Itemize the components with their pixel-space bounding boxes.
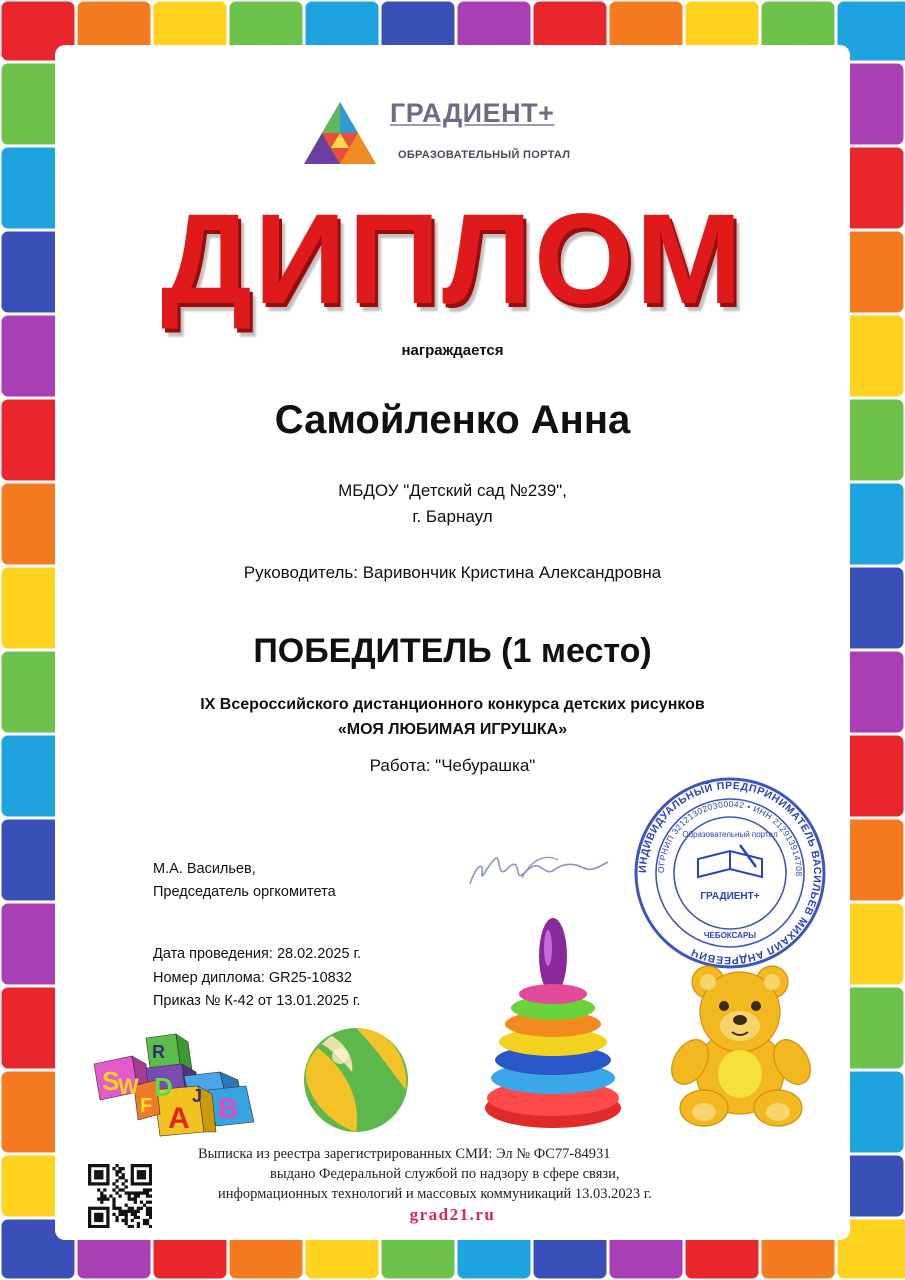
work-title: Работа: "Чебурашка" — [369, 756, 536, 775]
puzzle-knob — [255, 20, 277, 42]
puzzle-knob — [103, 1238, 125, 1260]
order-number: Приказ № К-42 от 13.01.2025 г. — [153, 993, 361, 1009]
recipient-name: Самойленко Анна — [274, 398, 631, 442]
registry-line1: Выписка из реестра зарегистрированных СМИ: Эл № ФС77-84931 — [198, 1146, 611, 1162]
puzzle-knob — [863, 1017, 885, 1039]
block-letter-d: D — [154, 1072, 173, 1102]
gradient-logo-icon — [302, 100, 378, 166]
puzzle-knob — [20, 93, 42, 115]
puzzle-knob — [863, 1238, 885, 1260]
puzzle-knob — [635, 20, 657, 42]
puzzle-knob — [863, 1101, 885, 1123]
leader-line: Руководитель: Варивончик Кристина Александровна — [243, 563, 662, 582]
awarded-label: награждается — [401, 342, 504, 359]
puzzle-knob — [711, 1238, 733, 1260]
puzzle-knob — [787, 20, 809, 42]
puzzle-knob — [407, 1238, 429, 1260]
block-letter-f: F — [140, 1095, 153, 1117]
open-book-icon — [698, 845, 762, 877]
official-stamp — [632, 775, 828, 971]
stamp-inner-text: ОГРНИП 321213020300042 • ИНН 212913914708 — [655, 798, 805, 877]
puzzle-knob — [483, 20, 505, 42]
block-letter-w: W — [118, 1074, 139, 1099]
block-letter-j: J — [192, 1086, 203, 1106]
puzzle-knob — [787, 1238, 809, 1260]
block-letter-b: B — [218, 1093, 239, 1124]
puzzle-knob — [559, 20, 581, 42]
website-link[interactable]: grad21.ru — [409, 1205, 496, 1224]
puzzle-knob — [407, 20, 429, 42]
puzzle-knob — [863, 20, 885, 42]
stamp-city-text: ЧЕБОКСАРЫ — [703, 931, 757, 940]
diploma-title: ДИПЛОМ — [160, 188, 745, 331]
puzzle-knob — [20, 597, 42, 619]
puzzle-knob — [863, 849, 885, 871]
diploma-number: Номер диплома: GR25-10832 — [153, 970, 352, 986]
signatory-name: М.А. Васильев, — [153, 861, 256, 877]
stamp-brand-text: ГРАДИЕНТ+ — [700, 891, 760, 902]
puzzle-knob — [27, 1238, 49, 1260]
puzzle-knob — [483, 1238, 505, 1260]
puzzle-knob — [863, 933, 885, 955]
puzzle-knob — [559, 1238, 581, 1260]
logo-name: ГРАДИЕНТ+ — [390, 98, 555, 128]
qr-code-image[interactable] — [88, 1164, 152, 1228]
puzzle-knob — [20, 933, 42, 955]
block-letter-r: R — [152, 1042, 165, 1062]
puzzle-knob — [863, 1175, 885, 1197]
puzzle-knob — [20, 849, 42, 871]
puzzle-knob — [331, 1238, 353, 1260]
puzzle-knob — [179, 20, 201, 42]
letter-blocks-image — [88, 1028, 266, 1138]
signature-image — [462, 848, 612, 896]
puzzle-knob — [863, 93, 885, 115]
registry-line3: информационных технологий и массовых коммуникаций 13.03.2023 г. — [218, 1186, 652, 1202]
stacking-rings-toy-image — [478, 918, 628, 1130]
organization-city: г. Барнаул — [412, 507, 493, 526]
stamp-outer-text: ИНДИВИДУАЛЬНЫЙ ПРЕДПРИНИМАТЕЛЬ ВАСИЛЬЕВ МИХАИЛ АНДРЕЕВИЧ — [636, 779, 824, 967]
logo-subtitle: ОБРАЗОВАТЕЛЬНЫЙ ПОРТАЛ — [398, 149, 571, 161]
registry-line2: выдано Федеральной службой по надзору в сфере связи, — [270, 1166, 620, 1182]
puzzle-knob — [103, 20, 125, 42]
puzzle-knob — [255, 1238, 277, 1260]
puzzle-knob — [20, 1175, 42, 1197]
puzzle-knob — [20, 1017, 42, 1039]
block-letter-s: S — [102, 1066, 120, 1096]
teddy-bear-image — [668, 962, 814, 1128]
puzzle-knob — [27, 20, 49, 42]
event-date: Дата проведения: 28.02.2025 г. — [153, 946, 362, 962]
contest-name-line1: IX Всероссийского дистанционного конкурса детских рисунков — [200, 696, 705, 713]
signatory-position: Председатель оргкомитета — [153, 884, 336, 900]
stamp-portal-text: Образовательный портал — [682, 830, 778, 839]
result-title: ПОБЕДИТЕЛЬ (1 место) — [253, 632, 652, 670]
puzzle-knob — [331, 20, 353, 42]
contest-name-line2: «МОЯ ЛЮБИМАЯ ИГРУШКА» — [337, 721, 568, 738]
puzzle-knob — [863, 597, 885, 619]
block-letter-a: A — [168, 1102, 190, 1135]
puzzle-knob — [711, 20, 733, 42]
puzzle-knob — [635, 1238, 657, 1260]
puzzle-knob — [20, 1101, 42, 1123]
organization-name: МБДОУ "Детский сад №239", — [338, 481, 567, 500]
puzzle-knob — [179, 1238, 201, 1260]
ball-image — [302, 1026, 410, 1134]
